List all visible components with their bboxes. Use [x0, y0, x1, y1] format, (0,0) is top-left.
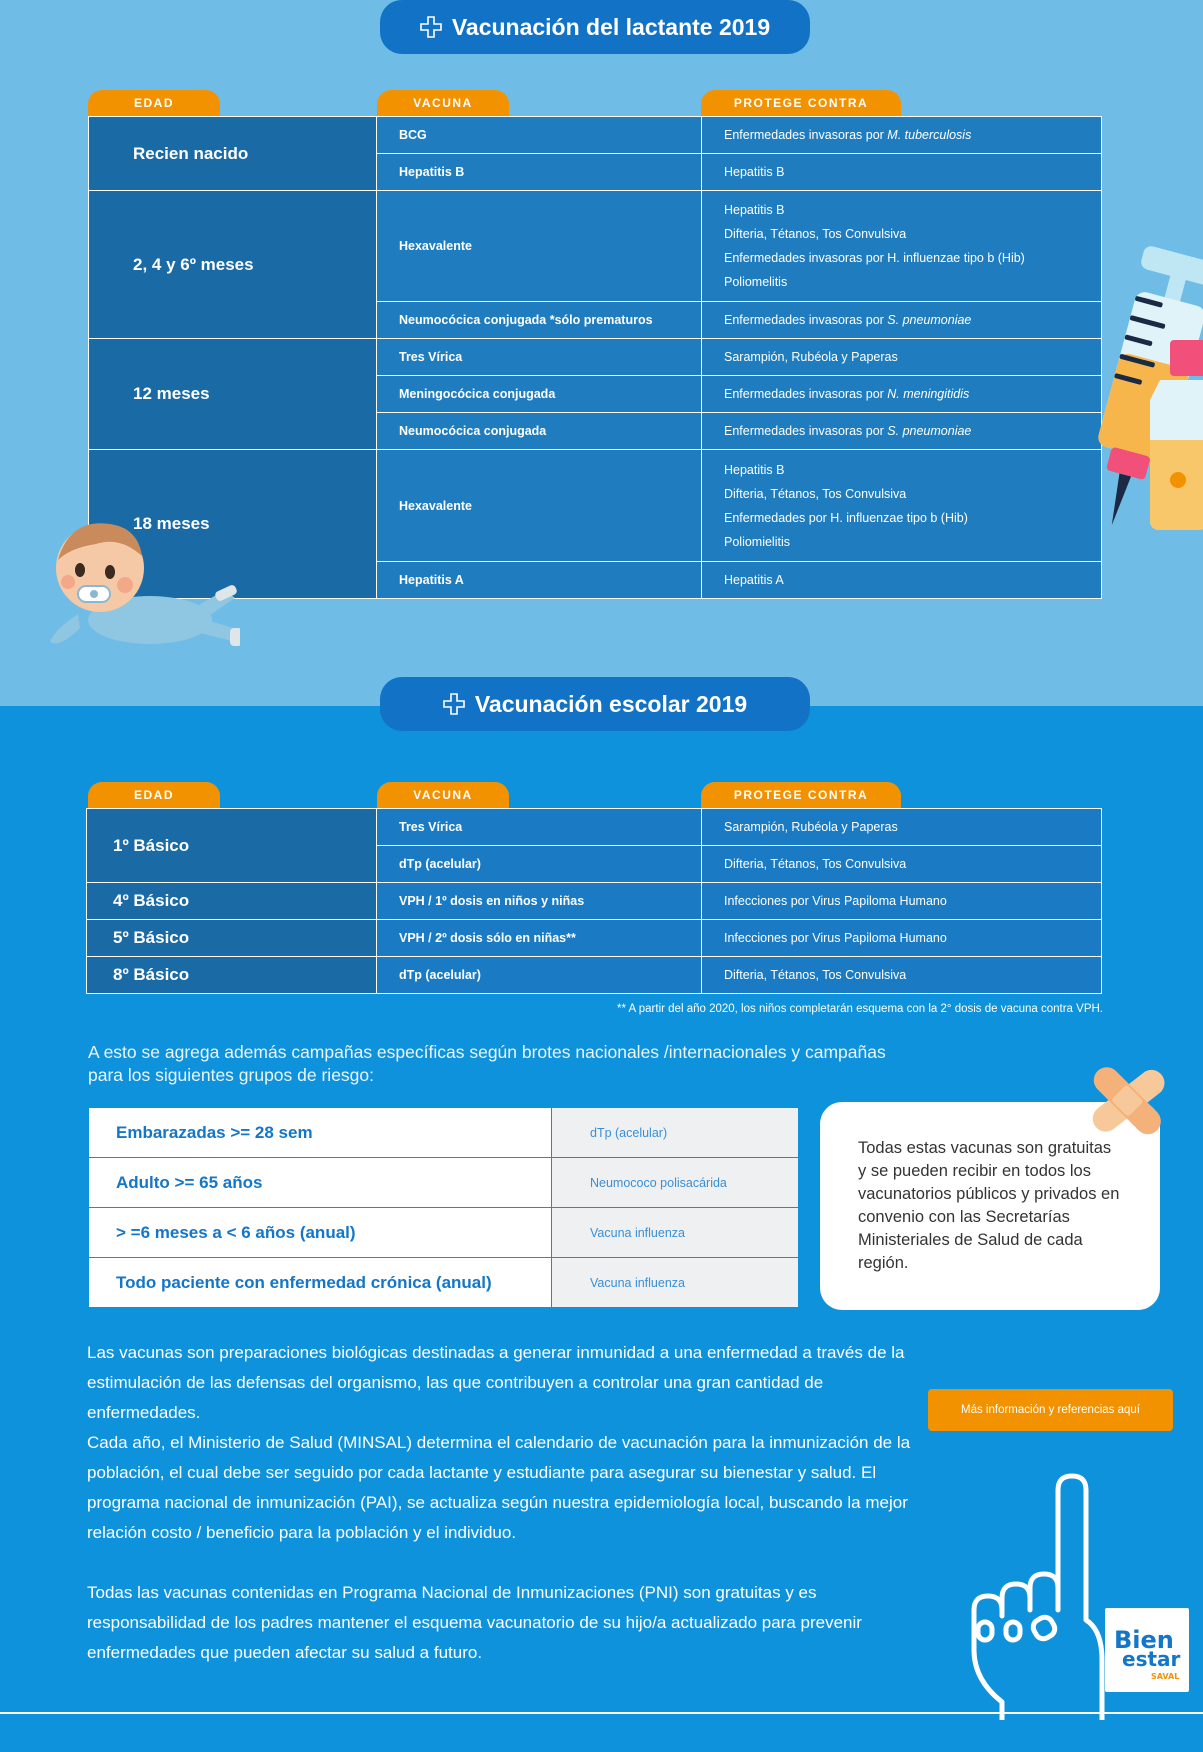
school-header-protects: PROTEGE CONTRA [701, 782, 901, 808]
svg-text:estar: estar [1122, 1647, 1181, 1671]
school-header-age: EDAD [88, 782, 220, 808]
table-row [87, 920, 1102, 957]
age-cell: 5º Básico [87, 920, 377, 957]
infant-header-age: EDAD [88, 90, 220, 116]
bienestar-saval-logo [1105, 1608, 1189, 1692]
table-row [89, 1108, 799, 1158]
risk-group-cell: Todo paciente con enfermedad crónica (anual) [89, 1258, 552, 1308]
school-title: Vacunación escolar 2019 [474, 690, 748, 717]
protects-cell: Difteria, Tétanos, Tos Convulsiva [702, 846, 1102, 883]
table-row [87, 883, 1102, 920]
table-row [89, 1158, 799, 1208]
infant-title-banner [380, 0, 810, 54]
table-row [87, 809, 1102, 846]
table-row [89, 339, 1102, 376]
risk-vaccine-cell: Neumococo polisacárida [552, 1158, 799, 1208]
table-row [89, 117, 1102, 154]
vaccine-cell: dTp (acelular) [377, 957, 702, 994]
age-cell: 8º Básico [87, 957, 377, 994]
risk-group-cell: Adulto >= 65 años [89, 1158, 552, 1208]
vaccine-cell: Neumocócica conjugada *sólo prematuros [377, 302, 702, 339]
protects-cell: Difteria, Tétanos, Tos Convulsiva [702, 957, 1102, 994]
table-row [89, 1258, 799, 1308]
risk-vaccine-cell: dTp (acelular) [552, 1108, 799, 1158]
risk-groups-intro: A esto se agrega además campañas específicas según brotes nacionales /internacionales y campañas para los siguientes grupos de riesgo: [88, 1042, 886, 1085]
protects-cell: Sarampión, Rubéola y Paperas [702, 809, 1102, 846]
risk-groups-table [88, 1107, 799, 1308]
vaccine-cell: Hepatitis B [377, 154, 702, 191]
protects-cell: Hepatitis A [702, 562, 1102, 599]
plus-cross-icon [443, 693, 465, 715]
vph-footnote: ** A partir del año 2020, los niños completarán esquema con la 2° dosis de vacuna contra VPH. [617, 1003, 1103, 1015]
vaccine-cell: Tres Vírica [377, 339, 702, 376]
vaccine-cell: Hexavalente [377, 191, 702, 302]
age-cell: 4º Básico [87, 883, 377, 920]
vaccine-cell: VPH / 1º dosis en niños y niñas [377, 883, 702, 920]
paragraph-pni: Todas las vacunas contenidas en Programa Nacional de Inmunizaciones (PNI) son gratuitas y es responsabilidad de los padres mantener el esquema vacunatorio de su hijo/a actualizado para prevenir enfermedades que pueden afectar su salud a futuro. [87, 1583, 862, 1662]
age-cell: Recien nacido [89, 117, 377, 191]
vaccine-cell: Neumocócica conjugada [377, 413, 702, 450]
paragraph-minsal: Cada año, el Ministerio de Salud (MINSAL) determina el calendario de vacunación para la inmunización de la población, el cual debe ser seguido por cada lactante y estudiante para asegurar su bienestar y salud. El programa nacional de inmunización (PAI), se actualiza según nuestra epidemiología local, buscando la mejor relación costo / beneficio para la población y el individuo. [87, 1433, 911, 1542]
vaccine-cell: Tres Vírica [377, 809, 702, 846]
protects-cell: Enfermedades invasoras por S. pneumoniae [702, 302, 1102, 339]
school-title-banner [380, 677, 810, 731]
raised-finger-hand-illustration [962, 1470, 1112, 1720]
protects-cell: Infecciones por Virus Papiloma Humano [702, 920, 1102, 957]
school-header-vaccine: VACUNA [377, 782, 509, 808]
vaccine-cell: Hepatitis A [377, 562, 702, 599]
vaccine-cell: VPH / 2º dosis sólo en niñas** [377, 920, 702, 957]
table-row [89, 191, 1102, 302]
svg-text:SAVAL: SAVAL [1151, 1672, 1180, 1681]
table-row [89, 450, 1102, 562]
more-info-button[interactable]: Más información y referencias aquí [928, 1389, 1173, 1431]
vaccine-cell: dTp (acelular) [377, 846, 702, 883]
protects-cell: Hepatitis B Difteria, Tétanos, Tos Convulsiva Enfermedades invasoras por H. influenzae tipo b (Hib) Poliomelitis [702, 191, 1102, 302]
svg-text:Bien: Bien [1114, 1626, 1174, 1654]
plus-cross-icon [420, 16, 442, 38]
vaccine-cell: BCG [377, 117, 702, 154]
protects-cell: Hepatitis B [702, 154, 1102, 191]
infant-title: Vacunación del lactante 2019 [451, 13, 771, 40]
footer-divider [0, 1712, 1203, 1714]
infant-vaccine-table [88, 116, 1102, 599]
protects-cell: Sarampión, Rubéola y Paperas [702, 339, 1102, 376]
note-card-text: Todas estas vacunas son gratuitas y se pueden recibir en todos los vacunatorios públicos y privados en convenio con las Secretarías Ministeriales de Salud de cada región. [858, 1139, 1120, 1272]
protects-cell: Infecciones por Virus Papiloma Humano [702, 883, 1102, 920]
risk-vaccine-cell: Vacuna influenza [552, 1258, 799, 1308]
risk-vaccine-cell: Vacuna influenza [552, 1208, 799, 1258]
vaccine-cell: Meningocócica conjugada [377, 376, 702, 413]
risk-group-cell: > =6 meses a < 6 años (anual) [89, 1208, 552, 1258]
infant-header-protects: PROTEGE CONTRA [701, 90, 901, 116]
vaccine-cell: Hexavalente [377, 450, 702, 562]
protects-cell: Hepatitis B Difteria, Tétanos, Tos Convulsiva Enfermedades por H. influenzae tipo b (Hib) Poliomielitis [702, 450, 1102, 562]
table-row [89, 1208, 799, 1258]
protects-cell: Enfermedades invasoras por M. tuberculosis [702, 117, 1102, 154]
protects-cell: Enfermedades invasoras por S. pneumoniae [702, 413, 1102, 450]
bienestar-logo-mark [1105, 1608, 1189, 1692]
crawling-baby-illustration [40, 510, 240, 660]
bandage-icon [1080, 1052, 1176, 1148]
syringe-vial-illustration [1098, 240, 1203, 540]
age-cell: 1º Básico [87, 809, 377, 883]
paragraph-vaccines: Las vacunas son preparaciones biológicas destinadas a generar inmunidad a una enfermedad a través de la estimulación de las defensas del organismo, las que contribuyen a controlar una gran cantidad de enfermedades. [87, 1343, 905, 1422]
age-cell: 12 meses [89, 339, 377, 450]
table-row [87, 957, 1102, 994]
infant-header-vaccine: VACUNA [377, 90, 509, 116]
risk-group-cell: Embarazadas >= 28 sem [89, 1108, 552, 1158]
school-vaccine-table [86, 808, 1102, 994]
age-cell: 2, 4 y 6º meses [89, 191, 377, 339]
protects-cell: Enfermedades invasoras por N. meningitidis [702, 376, 1102, 413]
age-cell: 18 meses [89, 450, 377, 599]
